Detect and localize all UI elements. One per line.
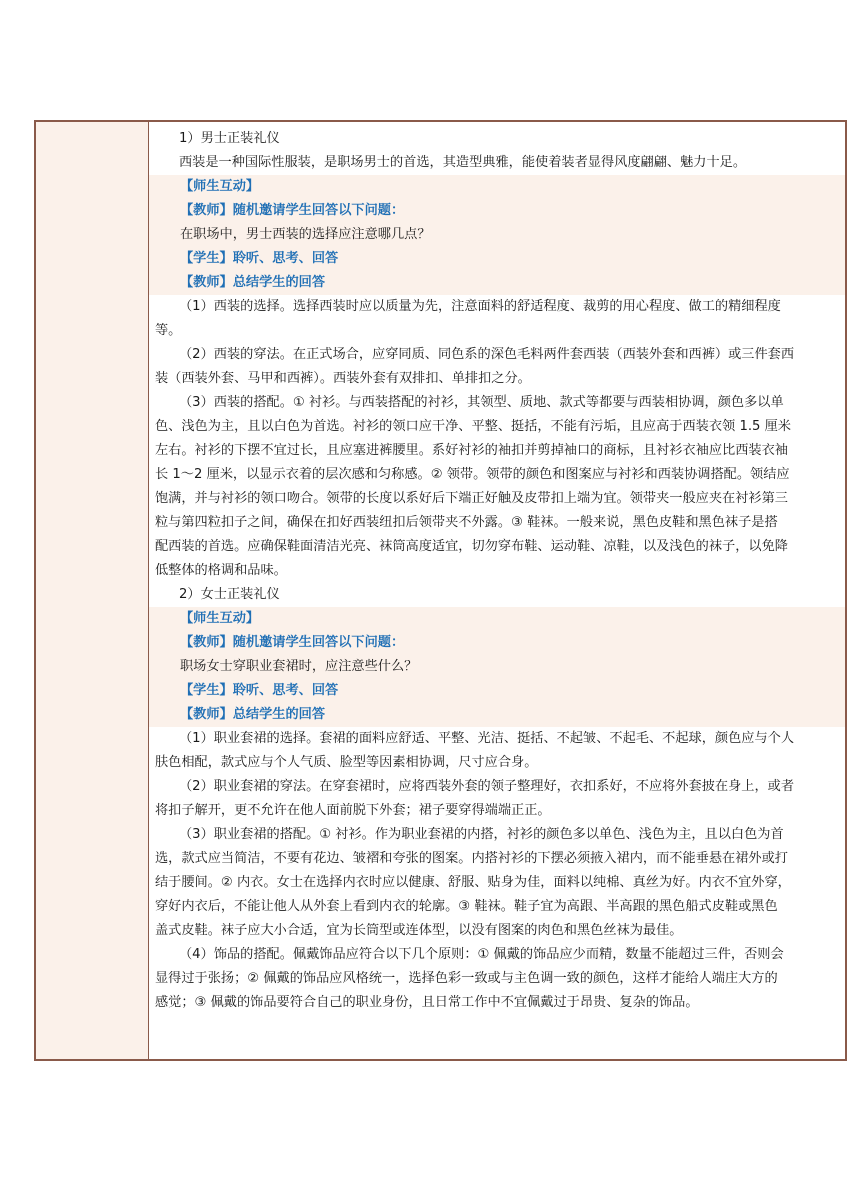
lesson-table	[34, 120, 847, 1061]
content-line: 将扣子解开，更不允许在他人面前脱下外套；裙子要穿得端端正正。	[155, 803, 551, 818]
content-line: 粒与第四粒扣子之间，确保在扣好西装纽扣后领带夹不外露。③ 鞋袜。一般来说，黑色皮鞋和黑色袜子是搭	[155, 515, 778, 530]
content-line: 长 1～2 厘米，以显示衣着的层次感和匀称感。② 领带。领带的颜色和图案应与衬衫和西装协调搭配。领结应	[155, 467, 790, 482]
content-line: 【教师】总结学生的回答	[149, 271, 845, 295]
content-line: 【教师】随机邀请学生回答以下问题：	[149, 631, 845, 655]
content-line: （3）西装的搭配。① 衬衫。与西装搭配的衬衫，其领型、质地、款式等都要与西装相协调，颜色多以单	[179, 395, 784, 410]
lesson-content-cell	[149, 122, 845, 1059]
content-line: （2）职业套裙的穿法。在穿套裙时，应将西装外套的领子整理好，衣扣系好，不应将外套披在身上，或者	[179, 779, 795, 794]
content-line: 显得过于张扬；② 佩戴的饰品应风格统一，选择色彩一致或与主色调一致的颜色，这样才能给人端庄大方的	[155, 971, 778, 986]
content-line: 【学生】聆听、思考、回答	[149, 247, 845, 271]
content-line: 感觉；③ 佩戴的饰品要符合自己的职业身份，且日常工作中不宜佩戴过于昂贵、复杂的饰品。	[155, 995, 699, 1010]
table-left-column	[36, 122, 149, 1059]
content-line: 1）男士正装礼仪	[179, 131, 280, 146]
content-line: （4）饰品的搭配。佩戴饰品应符合以下几个原则：① 佩戴的饰品应少而精，数量不能超过三件，否则会	[179, 947, 784, 962]
content-line: 饱满，并与衬衫的领口吻合。领带的长度以系好后下端正好触及皮带扣上端为宜。领带夹一般应夹在衬衫第三	[155, 491, 788, 506]
content-line: 肤色相配，款式应与个人气质、脸型等因素相协调，尺寸应合身。	[155, 755, 538, 770]
content-line: 西装是一种国际性服装，是职场男士的首选，其造型典雅，能使着装者显得风度翩翩、魅力十足。	[179, 155, 747, 170]
content-line: 2）女士正装礼仪	[179, 587, 280, 602]
content-line: 【学生】聆听、思考、回答	[149, 679, 845, 703]
content-line: 装（西装外套、马甲和西裤）。西装外套有双排扣、单排扣之分。	[155, 371, 531, 386]
content-line: （3）职业套裙的搭配。① 衬衫。作为职业套裙的内搭，衬衫的颜色多以单色、浅色为主，且以白色为首	[179, 827, 784, 842]
content-line: （1）西装的选择。选择西装时应以质量为先，注意面料的舒适程度、裁剪的用心程度、做工的精细程度	[179, 299, 781, 314]
content-line: 配西装的首选。应确保鞋面清洁光亮、袜筒高度适宜，切勿穿布鞋、运动鞋、凉鞋，以及浅色的袜子，以免降	[155, 539, 788, 554]
content-line: 【师生互动】	[149, 607, 845, 631]
content-line: 低整体的格调和品味。	[155, 563, 287, 578]
content-line: 【教师】随机邀请学生回答以下问题：	[149, 199, 845, 223]
content-line: 左右。衬衫的下摆不宜过长，且应塞进裤腰里。系好衬衫的袖扣并剪掉袖口的商标，且衬衫衣袖应比西装衣袖	[155, 443, 788, 458]
content-line: 盖式皮鞋。袜子应大小合适，宜为长筒型或连体型，以没有图案的肉色和黑色丝袜为最佳。	[155, 923, 683, 938]
content-line: 在职场中，男士西装的选择应注意哪几点？	[149, 223, 845, 247]
content-line: 选，款式应当简洁，不要有花边、皱褶和夸张的图案。内搭衬衫的下摆必须掖入裙内，而不能垂悬在裙外或打	[155, 851, 788, 866]
content-line: 穿好内衣后，不能让他人从外套上看到内衣的轮廓。③ 鞋袜。鞋子宜为高跟、半高跟的黑色船式皮鞋或黑色	[155, 899, 778, 914]
content-line: （1）职业套裙的选择。套裙的面料应舒适、平整、光洁、挺括、不起皱、不起毛、不起球，颜色应与个人	[179, 731, 795, 746]
content-line: 等。	[155, 323, 182, 338]
content-line: 【教师】总结学生的回答	[149, 703, 845, 727]
content-line: 【师生互动】	[149, 175, 845, 199]
content-line: 色、浅色为主，且以白色为首选。衬衫的领口应干净、平整、挺括，不能有污垢，且应高于西装衣领 1.5 厘米	[155, 419, 791, 434]
content-line: 结于腰间。② 内衣。女士在选择内衣时应以健康、舒服、贴身为佳，面料以纯棉、真丝为好。内衣不宜外穿，	[155, 875, 791, 890]
content-line: （2）西装的穿法。在正式场合，应穿同质、同色系的深色毛料两件套西装（西装外套和西裤）或三件套西	[179, 347, 795, 362]
content-line: 职场女士穿职业套裙时，应注意些什么？	[149, 655, 845, 679]
